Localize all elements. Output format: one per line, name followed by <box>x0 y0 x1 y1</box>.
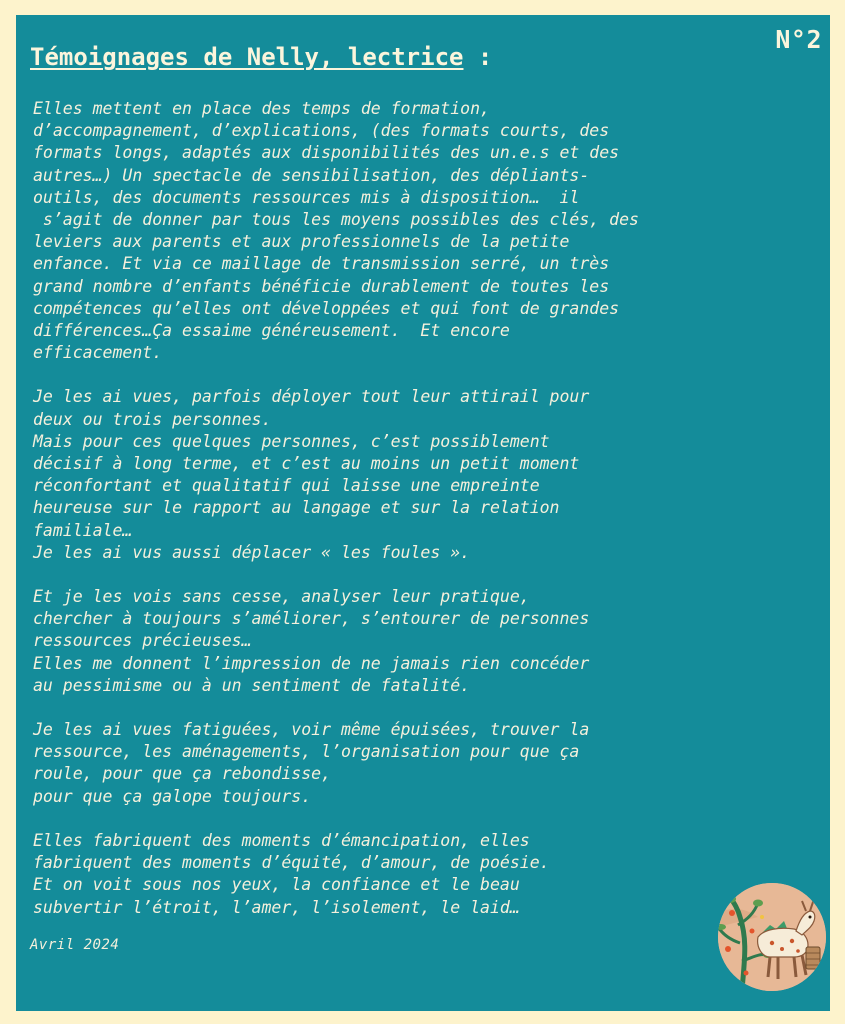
text-line: compétences qu’elles ont développées et qui font de grandes <box>33 298 620 318</box>
text-line: autres…) Un spectacle de sensibilisation, des dépliants- <box>33 165 590 185</box>
text-line: Je les ai vus aussi déplacer « les foules ». <box>33 542 471 562</box>
text-line: enfance. Et via ce maillage de transmission serré, un très <box>33 254 610 274</box>
text-line: roule, pour que ça rebondisse, <box>33 764 332 784</box>
testimony-body <box>33 98 829 941</box>
text-line: grand nombre d’enfants bénéficie durablement de toutes les <box>33 276 610 296</box>
title-suffix: : <box>463 43 493 71</box>
text-line: Je les ai vues fatiguées, voir même épuisées, trouver la <box>33 720 590 740</box>
text-line: formats longs, adaptés aux disponibilités des un.e.s et des <box>33 143 620 163</box>
text-line: Elles mettent en place des temps de formation, <box>33 99 490 118</box>
text-line: subvertir l’étroit, l’amer, l’isolement, le laid… <box>33 897 520 917</box>
deer-illustration-icon <box>718 883 826 991</box>
text-line: chercher à toujours s’améliorer, s’entourer de personnes <box>33 609 590 629</box>
text-line: efficacement. <box>33 343 163 363</box>
paragraph-2 <box>33 386 829 564</box>
text-line: ressource, les aménagements, l’organisation pour que ça <box>33 742 580 762</box>
text-line: s’agit de donner par tous les moyens possibles des clés, des <box>33 210 639 230</box>
publication-date: Avril 2024 <box>30 937 120 953</box>
testimony-card <box>16 15 830 1011</box>
paragraph-1 <box>33 98 829 364</box>
text-line: deux ou trois personnes. <box>33 409 272 429</box>
text-line: Et on voit sous nos yeux, la confiance et le beau <box>33 875 520 895</box>
title-underlined-text: Témoignages de Nelly, lectrice <box>30 43 464 71</box>
deer-illustration <box>718 883 826 991</box>
text-line: leviers aux parents et aux professionnels de la petite <box>33 232 570 252</box>
text-line: outils, des documents ressources mis à disposition… il <box>33 187 580 207</box>
text-line: Je les ai vues, parfois déployer tout leur attirail pour <box>33 387 590 407</box>
text-line: fabriquent des moments d’équité, d’amour, de poésie. <box>33 853 550 873</box>
text-line: heureuse sur le rapport au langage et sur la relation <box>33 498 560 518</box>
text-line: ressources précieuses… <box>33 631 252 651</box>
text-line: Elles me donnent l’impression de ne jamais rien concéder <box>33 653 590 673</box>
text-line: d’accompagnement, d’explications, (des formats courts, des <box>33 121 610 141</box>
paragraph-3 <box>33 586 829 697</box>
text-line: Elles fabriquent des moments d’émancipation, elles <box>33 830 530 850</box>
text-line: Et je les vois sans cesse, analyser leur pratique, <box>33 587 530 607</box>
text-line: au pessimisme ou à un sentiment de fatalité. <box>33 675 471 695</box>
text-line: décisif à long terme, et c’est au moins un petit moment <box>33 454 580 474</box>
paragraph-4 <box>33 719 829 808</box>
text-line: différences…Ça essaime généreusement. Et encore <box>33 321 510 341</box>
page-title <box>30 43 492 71</box>
text-line: familiale… <box>33 520 133 540</box>
text-line: Mais pour ces quelques personnes, c’est possiblement <box>33 431 550 451</box>
text-line: réconfortant et qualitatif qui laisse une empreinte <box>33 476 540 496</box>
issue-number-badge: N°2 <box>775 25 822 54</box>
paragraph-5 <box>33 830 829 919</box>
text-line: pour que ça galope toujours. <box>33 786 312 806</box>
